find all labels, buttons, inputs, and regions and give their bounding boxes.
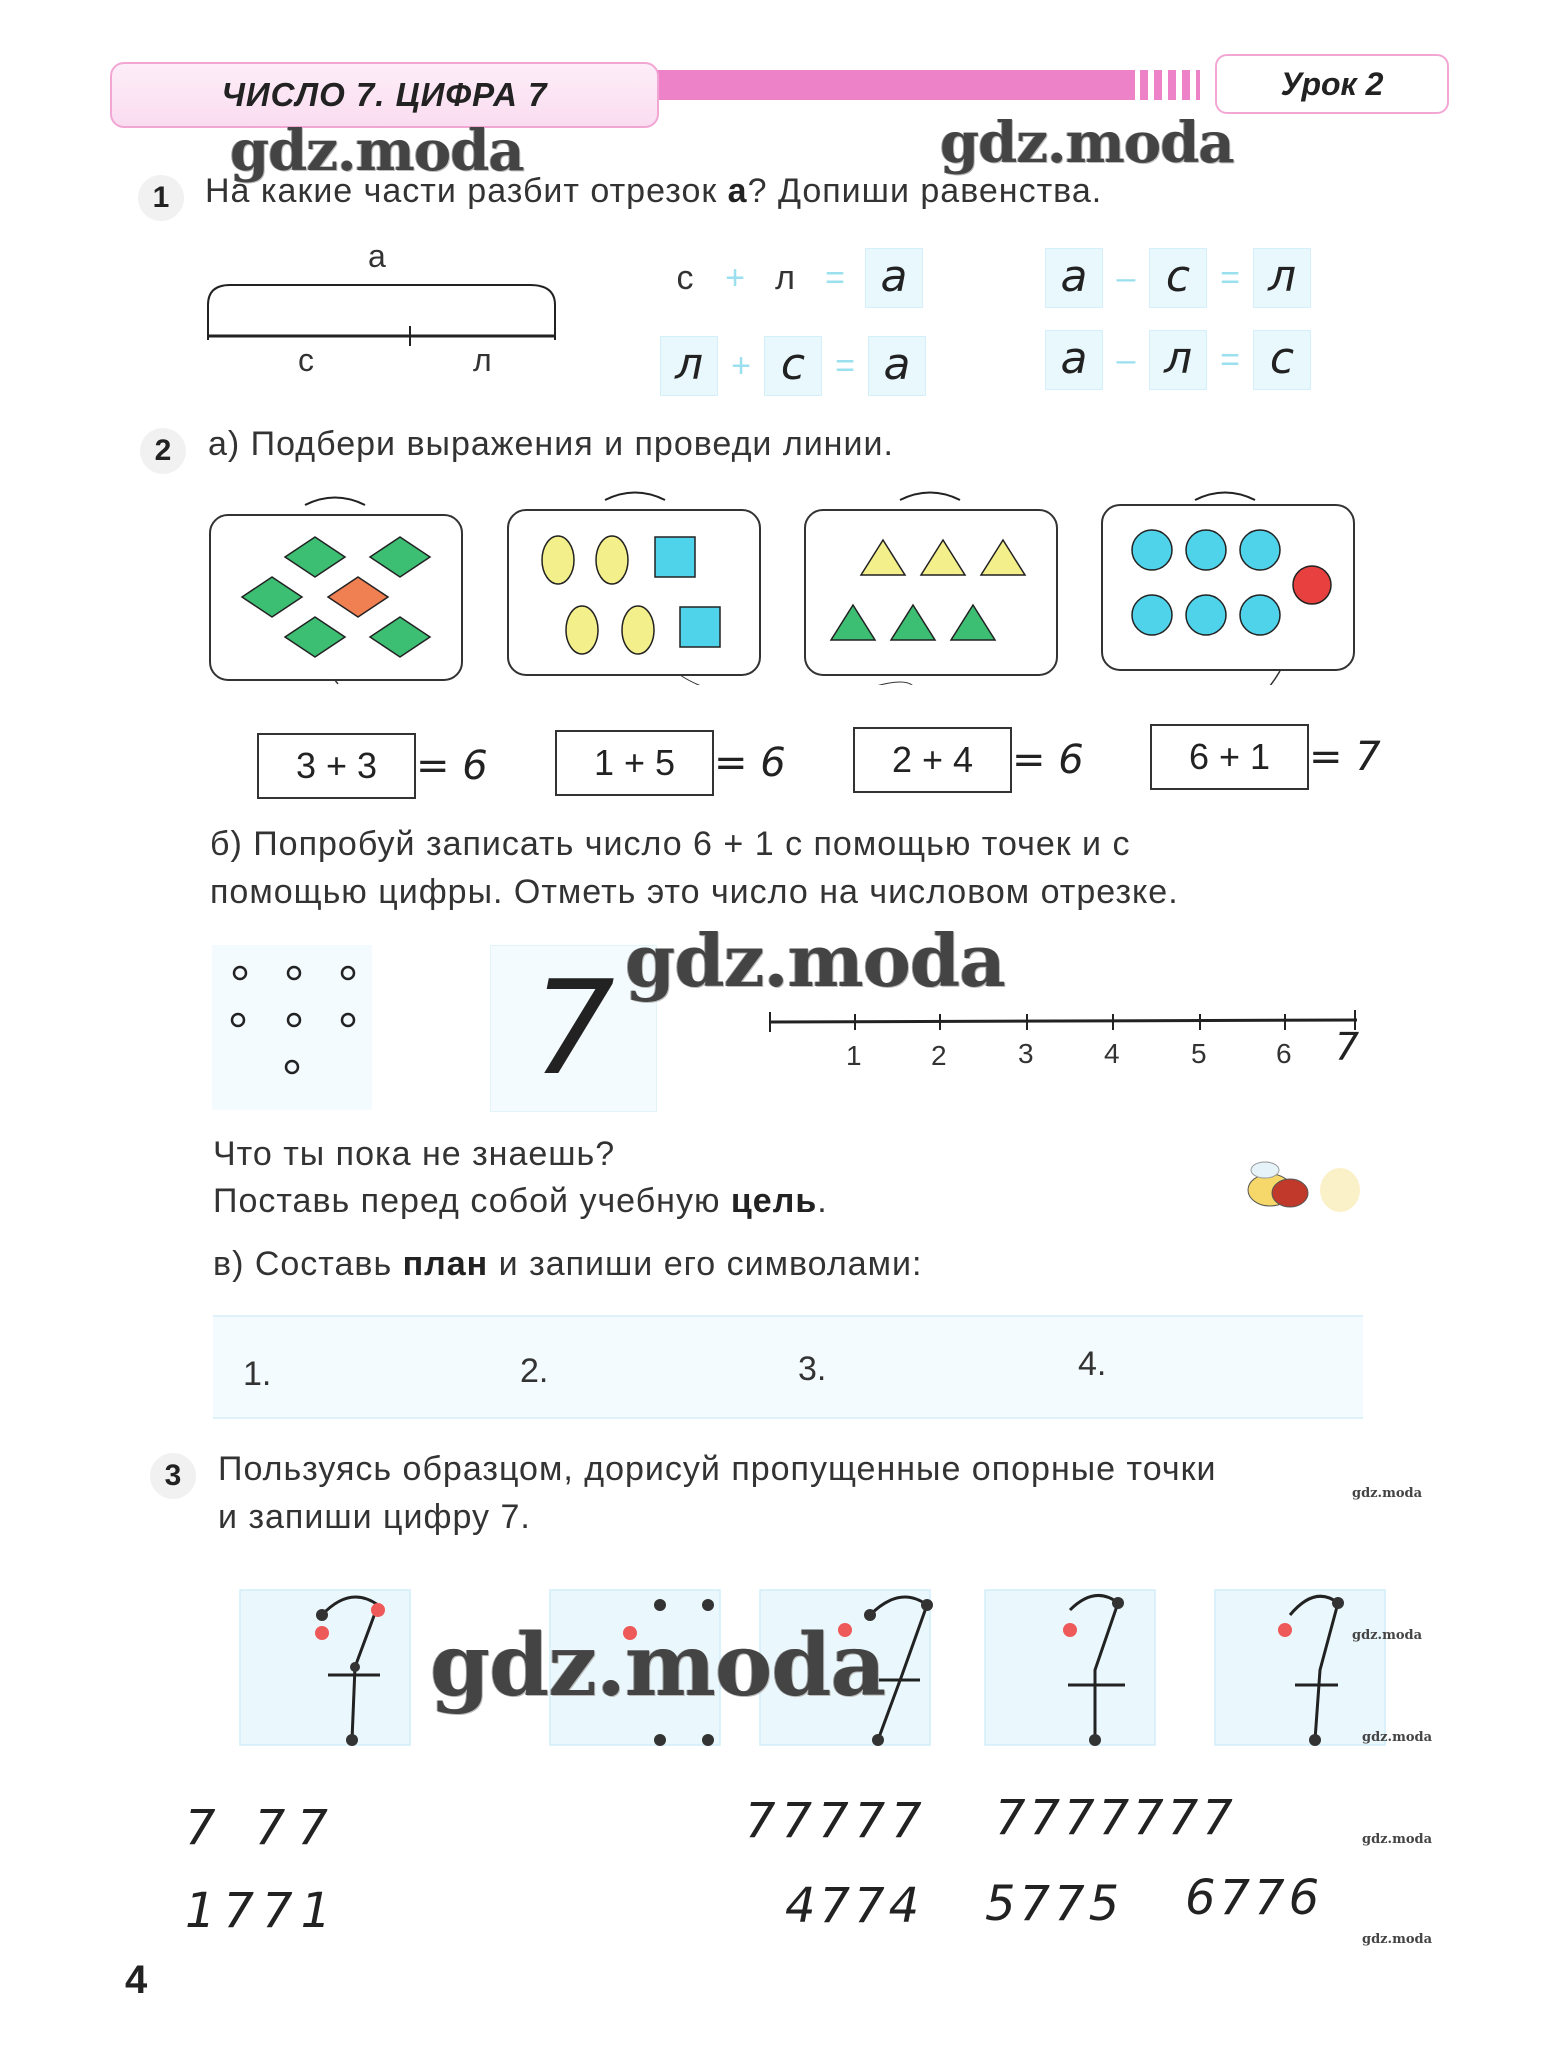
watermark: gdz.moda xyxy=(230,118,524,184)
task3-text-line1: Пользуясь образцом, дорисуй пропущенные опорные точки xyxy=(218,1450,1217,1488)
expression-answer: = 7 xyxy=(1309,734,1381,780)
question-goal-part: . xyxy=(817,1182,828,1220)
task-number: 2 xyxy=(140,428,186,474)
number-line-label: 4 xyxy=(1104,1038,1120,1069)
match-line xyxy=(1230,671,1280,685)
match-line xyxy=(680,675,916,685)
task3-text-line2: и запиши цифру 7. xyxy=(218,1498,531,1536)
eq-sign: = xyxy=(1220,340,1240,379)
eq-op: + xyxy=(725,258,745,297)
task-number: 3 xyxy=(150,1453,196,1499)
eq-answer: а xyxy=(865,248,923,308)
expression-answer: = 6 xyxy=(714,740,786,786)
picture-ovals-squares xyxy=(508,493,760,676)
task2c-text-bold: план xyxy=(402,1245,489,1283)
header-decor-stripes xyxy=(1140,70,1200,100)
watermark: gdz.moda xyxy=(430,1615,886,1716)
written-digit: 7 xyxy=(532,952,615,1104)
task2a-text: а) Подбери выражения и проведи линии. xyxy=(208,425,894,463)
eq-sign: = xyxy=(835,346,855,385)
handwritten-pattern-1771: 1771 xyxy=(185,1883,340,1939)
plan-step: 2. xyxy=(520,1352,549,1390)
equation-3 xyxy=(660,336,926,396)
expression-box: 2 + 4 xyxy=(853,727,1012,793)
question-goal xyxy=(213,1182,828,1221)
number-line-label: 6 xyxy=(1276,1038,1292,1069)
eq-part: с xyxy=(676,258,694,297)
task2c-text xyxy=(213,1245,922,1284)
task2b-text-line2: помощью цифры. Отметь это число на числовом отрезке. xyxy=(210,873,1179,911)
eq-answer: с xyxy=(1149,248,1207,308)
expression-1 xyxy=(257,733,488,799)
watermark-small: gdz.moda xyxy=(1362,1730,1433,1745)
question-goal-bold: цель xyxy=(730,1182,818,1220)
task2c-text-part: и запиши его символами: xyxy=(488,1245,923,1283)
eq-answer: а xyxy=(1045,248,1103,308)
eq-op: – xyxy=(1116,258,1136,297)
expression-3 xyxy=(853,727,1084,793)
task1-text xyxy=(205,172,1102,211)
watermark: gdz.moda xyxy=(940,110,1234,176)
watermark: gdz.moda xyxy=(625,918,1005,1003)
plan-strip xyxy=(213,1315,1363,1419)
number-line-label: 3 xyxy=(1018,1038,1034,1069)
number-line xyxy=(765,1002,1365,1042)
eq-part: л xyxy=(775,258,795,297)
equation-4 xyxy=(1045,330,1311,390)
plan-step: 3. xyxy=(798,1350,827,1388)
dots-cell xyxy=(212,945,372,1110)
task-number: 1 xyxy=(138,175,184,221)
segment-top-label: а xyxy=(368,238,386,274)
number-line-label: 5 xyxy=(1191,1038,1207,1069)
bee-illustration xyxy=(1210,1135,1370,1245)
dots-drawing xyxy=(212,945,372,1110)
task1-text-part: На какие части разбит отрезок xyxy=(205,172,728,210)
handwritten-pattern-6776: 6776 xyxy=(1185,1870,1324,1926)
picture-rhombuses xyxy=(210,498,462,681)
plan-step: 1. xyxy=(243,1355,272,1393)
equation-2 xyxy=(1045,248,1311,308)
expression-4 xyxy=(1150,724,1381,790)
picture-circles xyxy=(1102,493,1354,671)
equation-1 xyxy=(665,248,923,308)
handwritten-sevens-mid: 77777 xyxy=(745,1793,928,1849)
plan-step: 4. xyxy=(1078,1345,1107,1383)
number-line-label-handwritten: 7 xyxy=(1335,1025,1360,1069)
header-decor-bar xyxy=(655,70,1135,100)
segment-left-label: с xyxy=(298,342,314,378)
watermark-small: gdz.moda xyxy=(1352,1628,1423,1643)
number-line-label: 2 xyxy=(931,1040,947,1071)
pictures-row xyxy=(200,485,1380,685)
handwritten-sevens-left: 7 77 xyxy=(185,1800,340,1856)
task2b-text-line1: б) Попробуй записать число 6 + 1 с помощью точек и с xyxy=(210,825,1131,863)
eq-answer: л xyxy=(1149,330,1207,390)
eq-answer: а xyxy=(1045,330,1103,390)
eq-answer: л xyxy=(1253,248,1311,308)
expression-box: 3 + 3 xyxy=(257,733,416,799)
number-line-label: 1 xyxy=(846,1040,862,1071)
expression-box: 1 + 5 xyxy=(555,730,714,796)
segment-right-label: л xyxy=(473,342,492,378)
task1-text-part: ? Допиши равенства. xyxy=(747,172,1103,210)
page-title: ЧИСЛО 7. ЦИФРА 7 xyxy=(221,76,548,113)
eq-op: – xyxy=(1116,340,1136,379)
eq-sign: = xyxy=(1220,258,1240,297)
eq-op: + xyxy=(731,346,751,385)
handwritten-pattern-4774: 4774 xyxy=(785,1878,924,1934)
watermark-small: gdz.moda xyxy=(1362,1832,1433,1847)
task1-text-bold: а xyxy=(727,172,748,210)
eq-answer: с xyxy=(764,336,822,396)
expression-answer: = 6 xyxy=(416,743,488,789)
picture-triangles xyxy=(805,493,1057,676)
eq-answer: а xyxy=(868,336,926,396)
watermark-small: gdz.moda xyxy=(1352,1486,1423,1501)
question-unknown: Что ты пока не знаешь? xyxy=(213,1135,616,1173)
eq-sign: = xyxy=(825,258,845,297)
handwritten-pattern-5775: 5775 xyxy=(985,1876,1124,1932)
page-number: 4 xyxy=(125,1958,148,2002)
lesson-box xyxy=(1215,54,1449,114)
segment-diagram xyxy=(200,270,570,350)
task2c-text-part: в) Составь xyxy=(213,1245,403,1283)
lesson-label: Урок 2 xyxy=(1280,65,1384,102)
handwritten-sevens-right: 7777777 xyxy=(995,1790,1237,1846)
expression-answer: = 6 xyxy=(1012,737,1084,783)
expression-box: 6 + 1 xyxy=(1150,724,1309,790)
expression-2 xyxy=(555,730,786,796)
eq-answer: л xyxy=(660,336,718,396)
eq-answer: с xyxy=(1253,330,1311,390)
watermark-small: gdz.moda xyxy=(1362,1932,1433,1947)
question-goal-part: Поставь перед собой учебную xyxy=(213,1182,731,1220)
